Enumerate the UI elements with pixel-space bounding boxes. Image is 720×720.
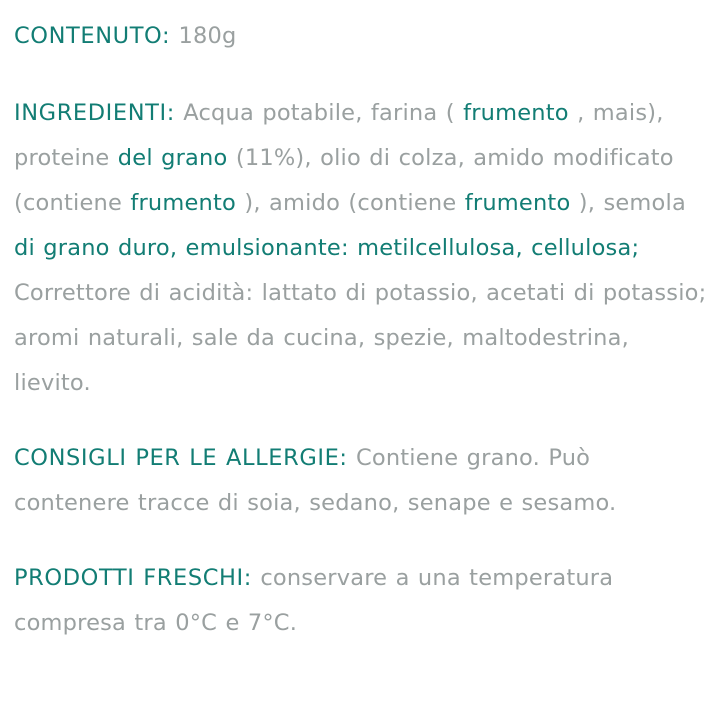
section-consigli-allergie bbox=[14, 436, 710, 526]
section-label-ingredienti: INGREDIENTI: bbox=[14, 100, 175, 126]
ingredient-part: , mais), proteine bbox=[14, 100, 664, 171]
section-value-contenuto: 180g bbox=[178, 23, 237, 49]
section-contenuto bbox=[14, 14, 710, 59]
section-value-prodotti: conservare a una temperatura compresa tra 0°C e 7°C. bbox=[14, 565, 614, 636]
ingredient-part: Acqua potabile, farina ( bbox=[183, 100, 455, 126]
ingredient-part: (11%), olio di colza, amido modificato (contiene bbox=[14, 145, 674, 216]
ingredient-part: ), semola bbox=[578, 190, 686, 216]
section-value-allergie: Contiene grano. Può contenere tracce di soia, sedano, senape e sesamo. bbox=[14, 445, 617, 516]
allergen-highlight: frumento bbox=[130, 190, 236, 216]
allergen-highlight: frumento bbox=[464, 190, 571, 216]
section-label-prodotti: PRODOTTI FRESCHI: bbox=[14, 565, 252, 591]
allergen-highlight: frumento bbox=[463, 100, 569, 126]
allergen-highlight: del grano bbox=[117, 145, 228, 171]
section-ingredienti bbox=[14, 91, 710, 406]
section-prodotti-freschi bbox=[14, 556, 710, 646]
ingredient-part: Correttore di acidità: lattato di potassio, acetati di potassio; aromi naturali, sale da cucina, spezie, maltodestrina, lievito. bbox=[14, 280, 707, 396]
allergen-highlight: di grano duro, emulsionante: metilcellulosa, cellulosa; bbox=[14, 235, 640, 261]
section-label-contenuto: CONTENUTO: bbox=[14, 23, 171, 49]
ingredient-part: ), amido (contiene bbox=[244, 190, 457, 216]
section-label-allergie: CONSIGLI PER LE ALLERGIE: bbox=[14, 445, 348, 471]
